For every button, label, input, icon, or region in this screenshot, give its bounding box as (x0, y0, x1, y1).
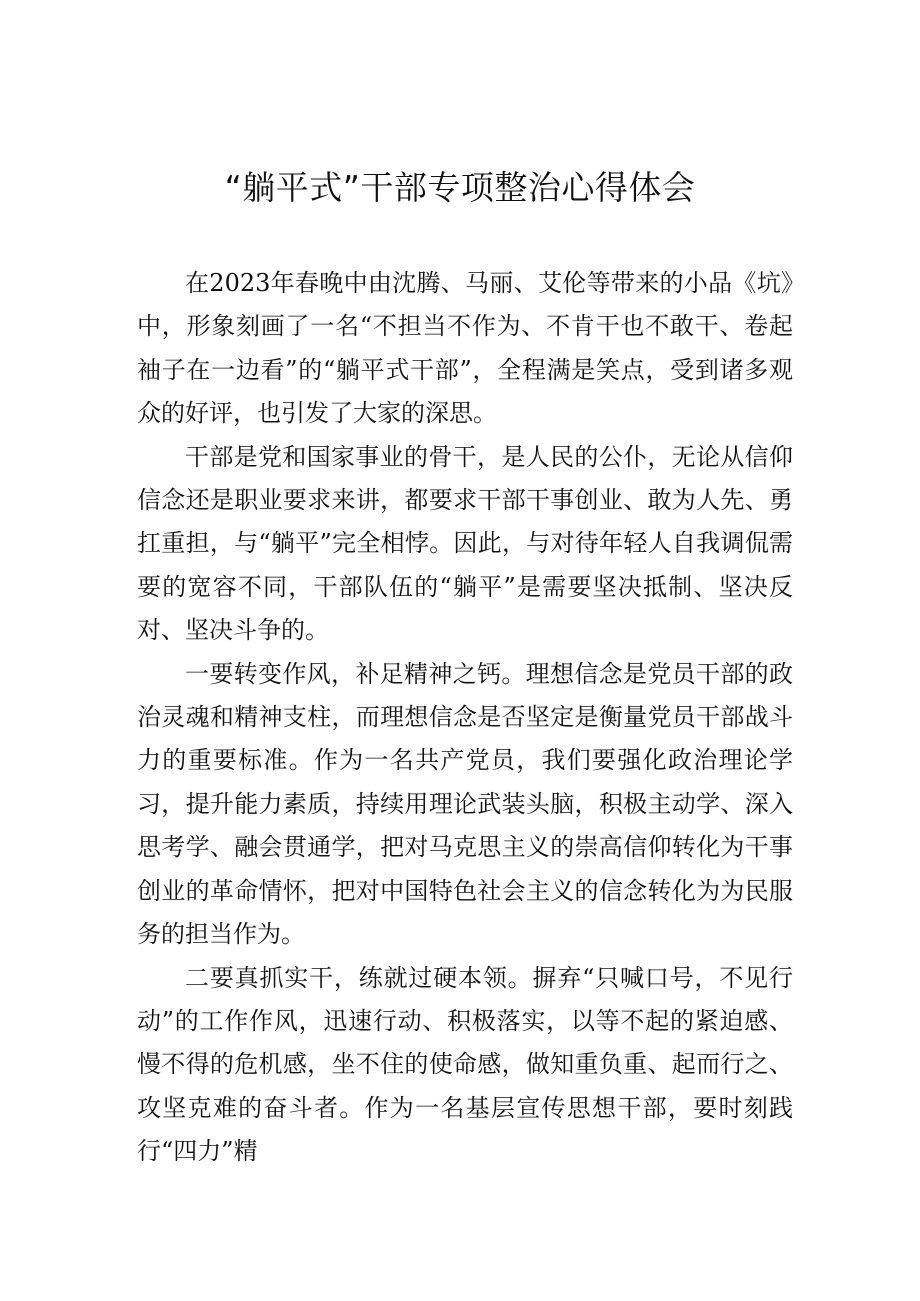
paragraph-intro: 在2023年春晚中由沈腾、马丽、艾伦等带来的小品《坑》中，形象刻画了一名“不担当不作为、不肯干也不敢干、卷起袖子在一边看”的“躺平式干部”，全程满是笑点，受到诸多观众的好评，也引发了大家的深思。 (137, 269, 793, 428)
document-title: “躺平式”干部专项整治心得体会 (224, 168, 696, 207)
paragraph-cadre-role: 干部是党和国家事业的骨干，是人民的公仆，无论从信仰信念还是职业要求来讲，都要求干部干事创业、敢为人先、勇扛重担，与“躺平”完全相悖。因此，与对待年轻人自我调侃需要的宽容不同，干部队伍的“躺平”是需要坚决抵制、坚决反对、坚决斗争的。 (137, 442, 793, 645)
paragraph-point-two: 二要真抓实干，练就过硬本领。摒弃“只喊口号，不见行动”的工作作风，迅速行动、积极落实，以等不起的紧迫感、慢不得的危机感，坐不住的使命感，做知重负重、起而行之、攻坚克难的奋斗者。作为一名基层宣传思想干部，要时刻践行“四力”精 (137, 963, 793, 1166)
paragraph-point-one: 一要转变作风，补足精神之钙。理想信念是党员干部的政治灵魂和精神支柱，而理想信念是否坚定是衡量党员干部战斗力的重要标准。作为一名共产党员，我们要强化政治理论学习，提升能力素质，持续用理论武装头脑，积极主动学、深入思考学、融会贯通学，把对马克思主义的崇高信仰转化为干事创业的革命情怀，把对中国特色社会主义的信念转化为为民服务的担当作为。 (137, 659, 793, 949)
document-body (137, 262, 793, 1174)
